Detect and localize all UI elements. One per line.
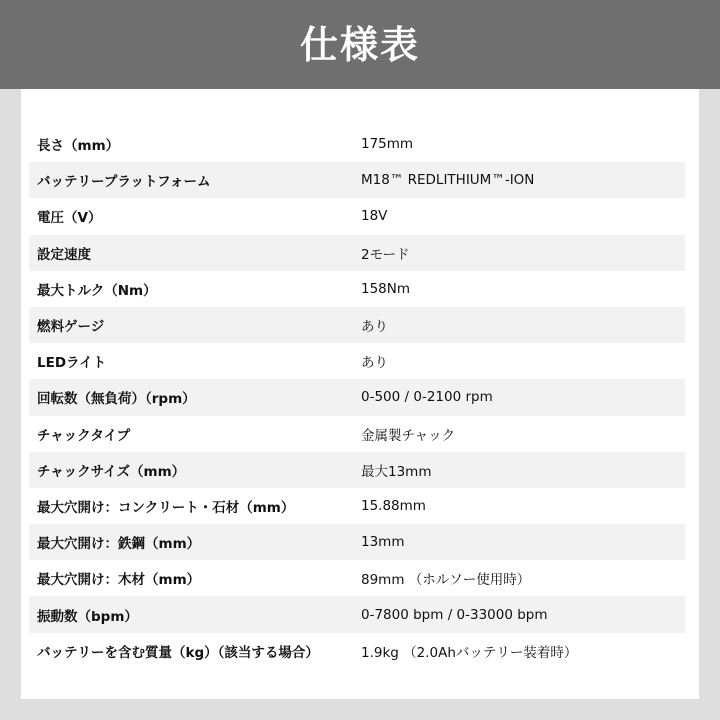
table-row [29, 416, 685, 452]
spec-label: 燃料ゲージ [37, 319, 105, 336]
spec-value: 175mm [361, 136, 414, 153]
table-row [29, 198, 685, 234]
spec-value: あり [361, 355, 388, 372]
table-row [29, 524, 685, 560]
spec-value: 89mm （ホルソー使用時） [361, 572, 531, 589]
table-row [29, 560, 685, 596]
page-header [0, 0, 720, 89]
table-row [29, 452, 685, 488]
spec-value: 13mm [361, 534, 405, 551]
table-row [29, 162, 685, 198]
spec-label: 最大トルク（Nm） [37, 282, 157, 299]
spec-value: あり [361, 319, 388, 336]
table-row [29, 271, 685, 307]
spec-label: 回転数（無負荷）（rpm） [37, 391, 196, 408]
spec-value: 15.88mm [361, 497, 426, 514]
spec-value: 18V [361, 208, 388, 225]
table-row [29, 307, 685, 343]
spec-value: 2モード [361, 246, 410, 263]
spec-label: 設定速度 [37, 246, 91, 263]
table-row [29, 126, 685, 162]
spec-label: 振動数（bpm） [37, 608, 138, 625]
spec-value: 最大13mm [361, 463, 432, 480]
spec-label: 電圧（V） [37, 210, 102, 227]
spec-value: M18™ REDLITHIUM™-ION [361, 172, 535, 189]
spec-label: チャックタイプ [37, 427, 131, 444]
table-row [29, 488, 685, 524]
table-row [29, 235, 685, 271]
spec-label: LEDライト [37, 355, 107, 372]
spec-value: 158Nm [361, 280, 411, 297]
table-row [29, 596, 685, 632]
spec-label: バッテリープラットフォーム [37, 174, 211, 191]
spec-label: 最大穴開け：鉄鋼（mm） [37, 536, 201, 553]
page-title: 仕様表 [299, 22, 420, 67]
table-row [29, 633, 685, 669]
spec-label: バッテリーを含む質量（kg）（該当する場合） [37, 644, 319, 661]
table-row [29, 379, 685, 415]
table-row [29, 343, 685, 379]
spec-label: 長さ（mm） [37, 138, 120, 155]
spec-value: 0-500 / 0-2100 rpm [361, 389, 493, 406]
spec-panel [21, 89, 699, 699]
spec-label: チャックサイズ（mm） [37, 463, 186, 480]
spec-value: 金属製チャック [361, 427, 456, 444]
spec-label: 最大穴開け：木材（mm） [37, 572, 201, 589]
spec-value: 1.9kg （2.0Ahバッテリー装着時） [361, 644, 578, 661]
spec-value: 0-7800 bpm / 0-33000 bpm [361, 606, 548, 623]
spec-table [29, 126, 685, 669]
spec-label: 最大穴開け：コンクリート・石材（mm） [37, 499, 295, 516]
